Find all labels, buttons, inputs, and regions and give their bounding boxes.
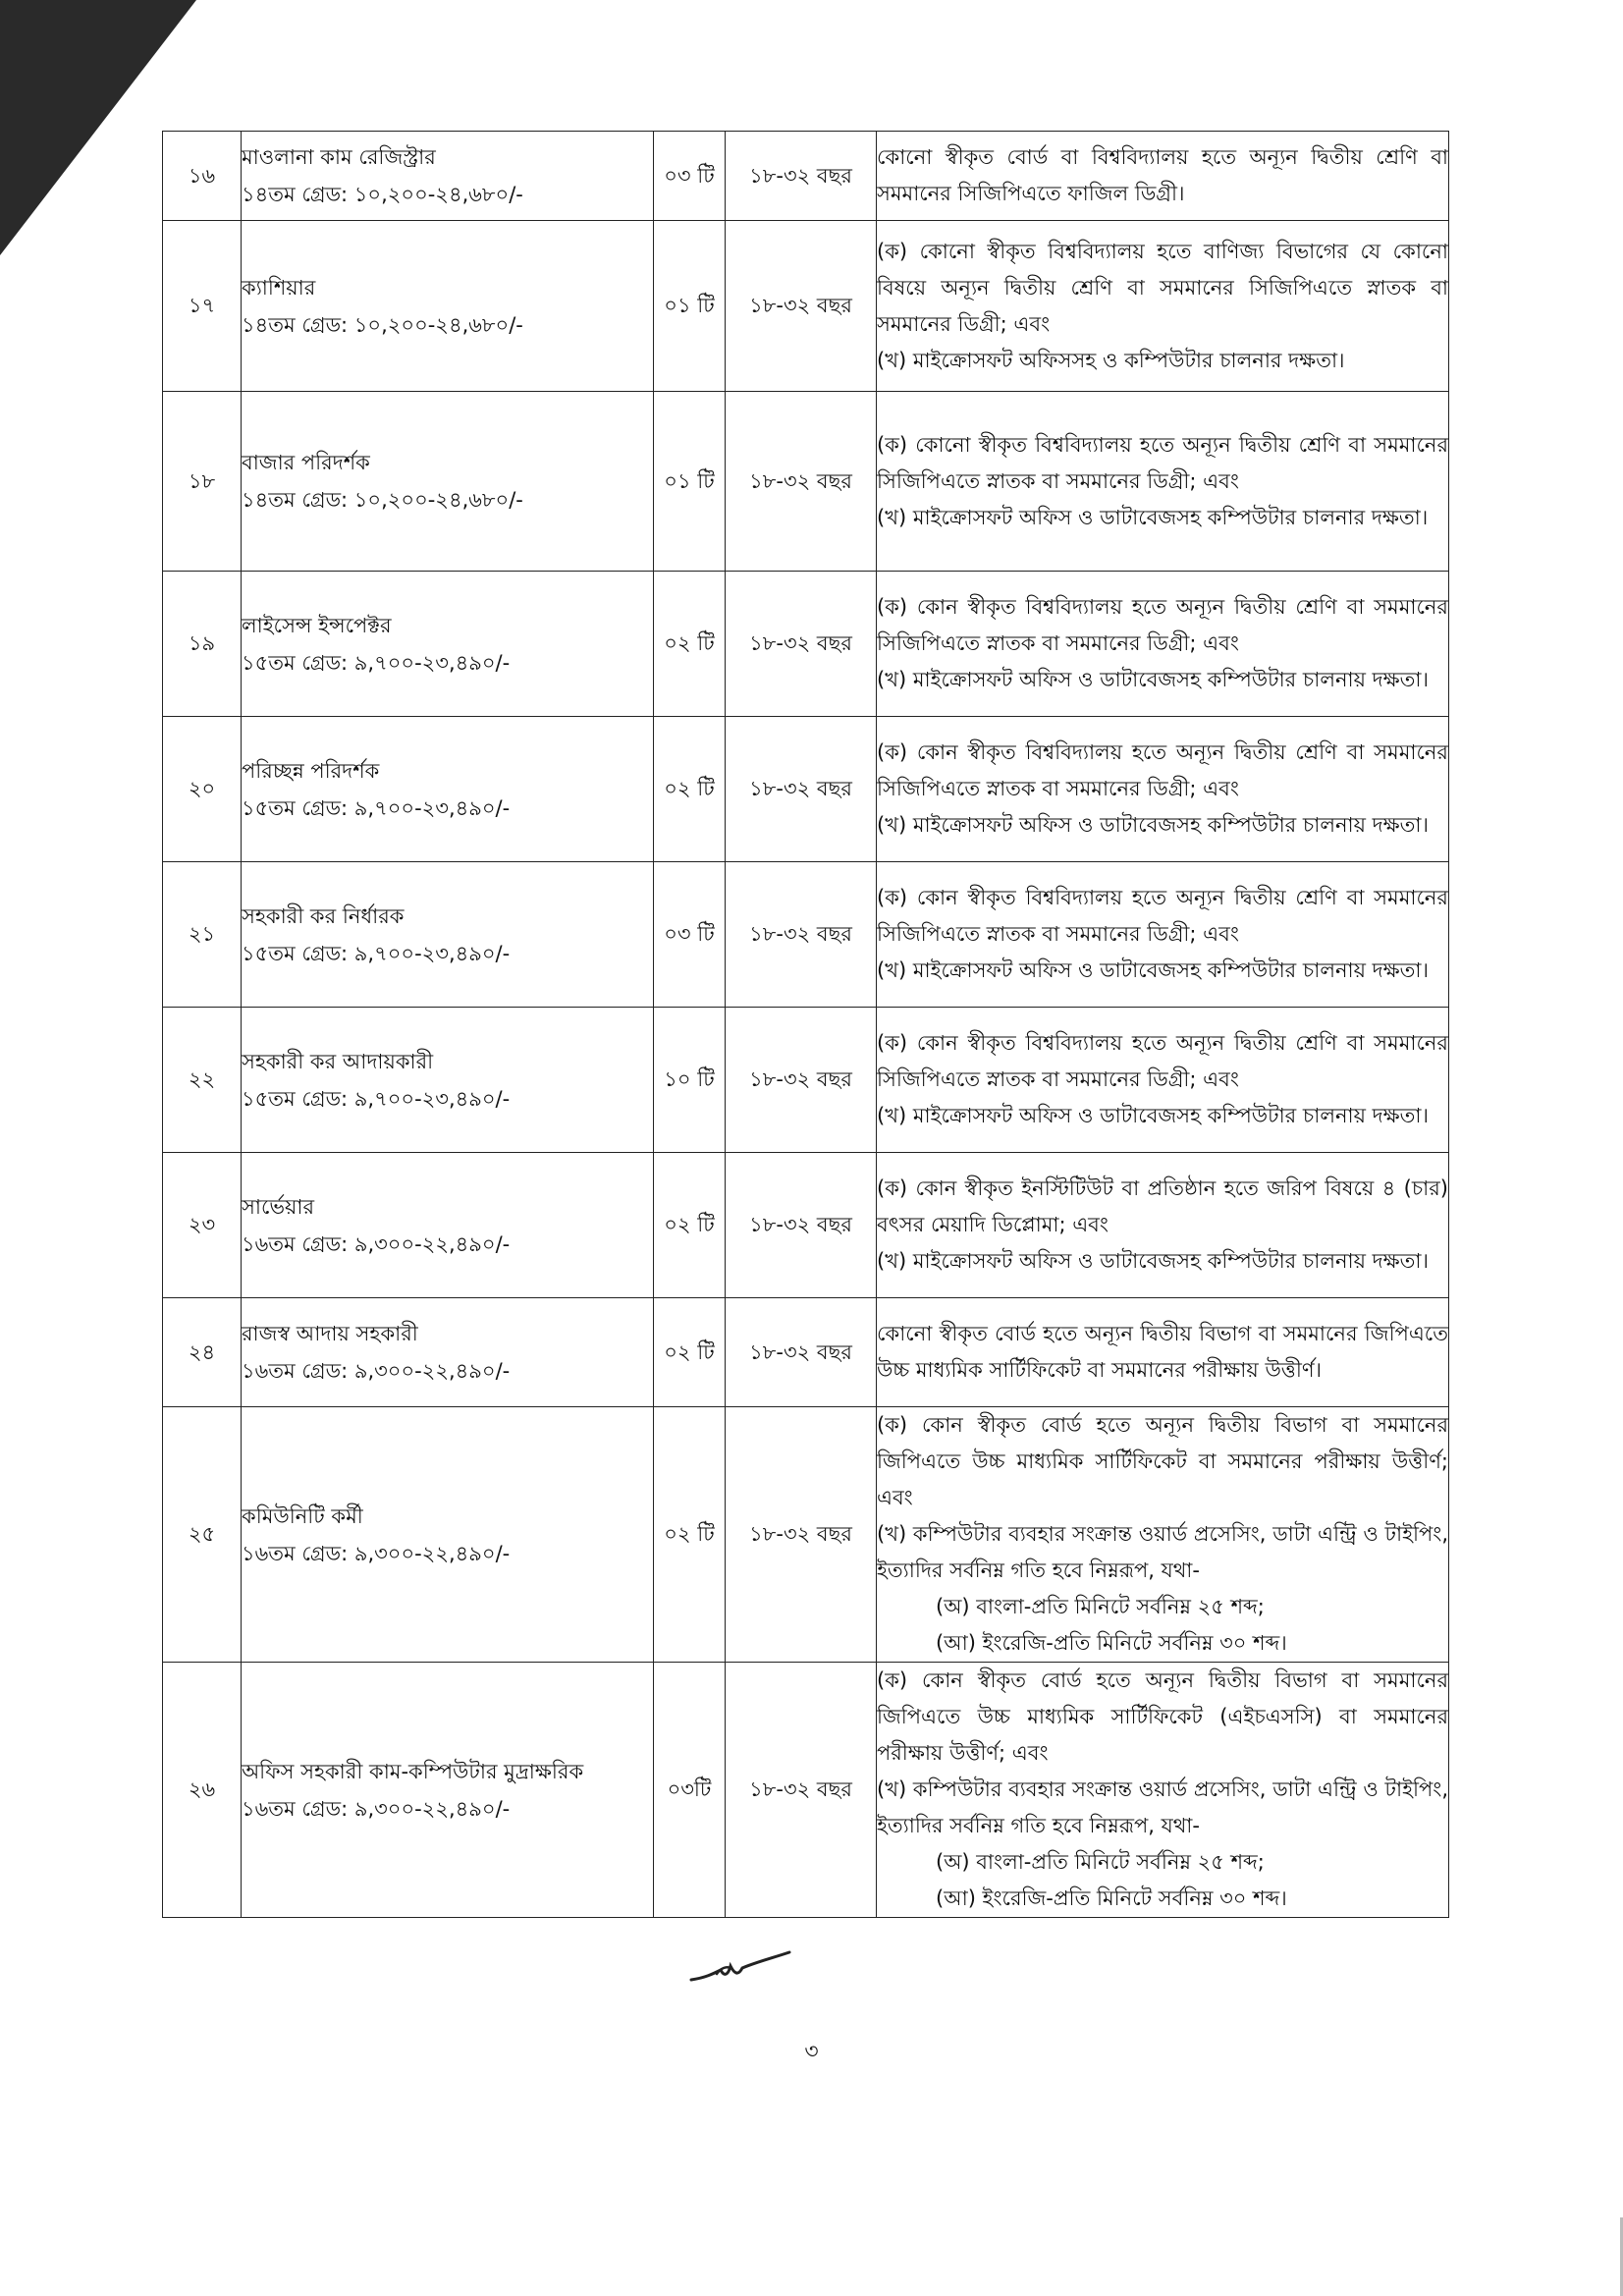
qualification-line: (খ) মাইক্রোসফট অফিস ও ডাটাবেজসহ কম্পিউটার চালনার দক্ষতা। [877,505,1429,529]
post-cell [242,862,654,1008]
signature-scribble [687,1944,795,1994]
qualification-cell [877,717,1449,862]
serial-cell: ২০ [163,717,242,862]
table-row [163,1153,1449,1298]
post-cell [242,1008,654,1153]
qualification-line: (ক) কোন স্বীকৃত বিশ্ববিদ্যালয় হতে অন্যূন দ্বিতীয় শ্রেণি বা সমমানের সিজিপিএতে স্নাতক বা সমমানের ডিগ্রী; এবং [877,886,1448,946]
qualification-cell [877,392,1449,572]
table-row [163,1407,1449,1663]
qualification-cell [877,1153,1449,1298]
vacancy-count: ০৩টি [654,1663,726,1918]
qualification-line: (খ) মাইক্রোসফট অফিস ও ডাটাবেজসহ কম্পিউটার চালনায় দক্ষতা। [877,958,1430,982]
serial-cell: ২২ [163,1008,242,1153]
post-cell [242,1298,654,1407]
table-row [163,221,1449,392]
qualification-cell [877,1407,1449,1663]
post-name: রাজস্ব আদায় সহকারী [242,1322,418,1345]
post-cell [242,1663,654,1918]
typing-speed-bangla: (অ) বাংলা-প্রতি মিনিটে সর্বনিম্ন ২৫ শব্দ; [936,1850,1265,1874]
vacancy-count: ০১ টি [654,392,726,572]
vacancy-count: ০১ টি [654,221,726,392]
qualification-cell [877,221,1449,392]
serial-cell: ২৬ [163,1663,242,1918]
age-limit: ১৮-৩২ বছর [726,221,877,392]
qualification-line: (ক) কোন স্বীকৃত বোর্ড হতে অন্যূন দ্বিতীয় বিভাগ বা সমমানের জিপিএতে উচ্চ মাধ্যমিক সার্টিফিকেট বা সমমানের পরীক্ষায় উত্তীর্ণ; এবং [877,1413,1448,1509]
page-number: ৩ [804,2040,819,2064]
age-limit: ১৮-৩২ বছর [726,1008,877,1153]
typing-speed-english: (আ) ইংরেজি-প্রতি মিনিটে সর্বনিম্ন ৩০ শব্দ। [936,1886,1287,1910]
post-grade: ১৫তম গ্রেড: ৯,৭০০-২৩,৪৯০/- [242,1086,511,1111]
age-limit: ১৮-৩২ বছর [726,1153,877,1298]
qualification-line: (ক) কোনো স্বীকৃত বিশ্ববিদ্যালয় হতে বাণিজ্য বিভাগের যে কোনো বিষয়ে অন্যূন দ্বিতীয় শ্রেণি বা সমমানের সিজিপিএতে স্নাতক বা সমমানের ডিগ্রী; এবং [877,239,1448,336]
table-row [163,392,1449,572]
post-grade: ১৬তম গ্রেড: ৯,৩০০-২২,৪৯০/- [242,1359,511,1383]
post-cell [242,392,654,572]
qualification-line: (ক) কোন স্বীকৃত বিশ্ববিদ্যালয় হতে অন্যূন দ্বিতীয় শ্রেণি বা সমমানের সিজিপিএতে স্নাতক বা সমমানের ডিগ্রী; এবং [877,595,1448,655]
serial-cell: ২১ [163,862,242,1008]
qualification-cell [877,1298,1449,1407]
post-name: ক্যাশিয়ার [242,275,316,300]
qualification-line: (খ) মাইক্রোসফট অফিস ও ডাটাবেজসহ কম্পিউটার চালনায় দক্ষতা। [877,1249,1430,1273]
qualification-line: (ক) কোন স্বীকৃত বিশ্ববিদ্যালয় হতে অন্যূন দ্বিতীয় শ্রেণি বা সমমানের সিজিপিএতে স্নাতক বা সমমানের ডিগ্রী; এবং [877,740,1448,800]
serial-cell: ২৩ [163,1153,242,1298]
age-limit: ১৮-৩২ বছর [726,392,877,572]
age-limit: ১৮-৩২ বছর [726,1663,877,1918]
typing-speed-bangla: (অ) বাংলা-প্রতি মিনিটে সর্বনিম্ন ২৫ শব্দ; [936,1595,1265,1618]
qualification-line: (খ) মাইক্রোসফট অফিসসহ ও কম্পিউটার চালনার দক্ষতা। [877,348,1345,372]
qualification-line: (ক) কোন স্বীকৃত বিশ্ববিদ্যালয় হতে অন্যূন দ্বিতীয় শ্রেণি বা সমমানের সিজিপিএতে স্নাতক বা সমমানের ডিগ্রী; এবং [877,1031,1448,1091]
qualification-cell [877,862,1449,1008]
post-grade: ১৬তম গ্রেড: ৯,৩০০-২২,৪৯০/- [242,1231,511,1256]
post-name: বাজার পরিদর্শক [242,451,370,474]
post-name: কমিউনিটি কর্মী [242,1503,363,1528]
table-row [163,1663,1449,1918]
qualification-line: (ক) কোনো স্বীকৃত বিশ্ববিদ্যালয় হতে অন্যূন দ্বিতীয় শ্রেণি বা সমমানের সিজিপিএতে স্নাতক বা সমমানের ডিগ্রী; এবং [877,432,1448,493]
post-grade: ১৪তম গ্রেড: ১০,২০০-২৪,৬৮০/- [242,488,523,512]
serial-cell: ২৫ [163,1407,242,1663]
serial-cell: ১৯ [163,572,242,717]
post-name: লাইসেন্স ইন্সপেক্টর [242,613,392,637]
qualification-cell [877,572,1449,717]
qualification-line: (ক) কোন স্বীকৃত বোর্ড হতে অন্যূন দ্বিতীয় বিভাগ বা সমমানের জিপিএতে উচ্চ মাধ্যমিক সার্টিফিকেট (এইচএসসি) বা সমমানের পরীক্ষায় উত্তীর্ণ; এবং [877,1668,1448,1765]
qualification-line: (খ) মাইক্রোসফট অফিস ও ডাটাবেজসহ কম্পিউটার চালনায় দক্ষতা। [877,813,1430,837]
age-limit: ১৮-৩২ বছর [726,862,877,1008]
post-grade: ১৪তম গ্রেড: ১০,২০০-২৪,৬৮০/- [242,312,523,337]
post-cell [242,132,654,221]
typing-speed-english: (আ) ইংরেজি-প্রতি মিনিটে সর্বনিম্ন ৩০ শব্দ। [936,1631,1287,1655]
post-grade: ১৫তম গ্রেড: ৯,৭০০-২৩,৪৯০/- [242,941,511,965]
qualification-line: কোনো স্বীকৃত বোর্ড বা বিশ্ববিদ্যালয় হতে অন্যূন দ্বিতীয় শ্রেণি বা সমমানের সিজিপিএতে ফাজিল ডিগ্রী। [877,145,1448,205]
age-limit: ১৮-৩২ বছর [726,1407,877,1663]
qualification-cell [877,1008,1449,1153]
serial-cell: ১৬ [163,132,242,221]
age-limit: ১৮-৩২ বছর [726,132,877,221]
qualification-line: (খ) কম্পিউটার ব্যবহার সংক্রান্ত ওয়ার্ড প্রসেসিং, ডাটা এন্ট্রি ও টাইপিং, ইত্যাদির সর্বনিম্ন গতি হবে নিম্নরূপ, যথা- [877,1522,1448,1582]
qualification-line: (খ) মাইক্রোসফট অফিস ও ডাটাবেজসহ কম্পিউটার চালনায় দক্ষতা। [877,1104,1430,1127]
post-grade: ১৫তম গ্রেড: ৯,৭০০-২৩,৪৯০/- [242,650,511,675]
post-cell [242,221,654,392]
vacancy-count: ০৩ টি [654,862,726,1008]
age-limit: ১৮-৩২ বছর [726,1298,877,1407]
age-limit: ১৮-৩২ বছর [726,572,877,717]
post-name: সহকারী কর আদায়কারী [242,1049,434,1073]
post-grade: ১৫তম গ্রেড: ৯,৭০০-২৩,৪৯০/- [242,795,511,820]
qualification-line: (খ) মাইক্রোসফট অফিস ও ডাটাবেজসহ কম্পিউটার চালনায় দক্ষতা। [877,668,1430,691]
vacancy-count: ০২ টি [654,717,726,862]
post-grade: ১৬তম গ্রেড: ৯,৩০০-২২,৪৯০/- [242,1541,511,1565]
post-cell [242,572,654,717]
post-cell [242,717,654,862]
age-limit: ১৮-৩২ বছর [726,717,877,862]
qualification-cell [877,1663,1449,1918]
post-cell [242,1153,654,1298]
vacancy-count: ০২ টি [654,1153,726,1298]
vacancy-count: ০২ টি [654,1298,726,1407]
post-cell [242,1407,654,1663]
qualification-line: কোনো স্বীকৃত বোর্ড হতে অন্যূন দ্বিতীয় বিভাগ বা সমমানের জিপিএতে উচ্চ মাধ্যমিক সার্টিফিকেট বা সমমানের পরীক্ষায় উত্তীর্ণ। [877,1322,1448,1382]
table-row [163,132,1449,221]
table-row [163,572,1449,717]
serial-cell: ১৭ [163,221,242,392]
serial-cell: ২৪ [163,1298,242,1407]
table-row [163,1298,1449,1407]
post-grade: ১৬তম গ্রেড: ৯,৩০০-২২,৪৯০/- [242,1796,511,1821]
serial-cell: ১৮ [163,392,242,572]
job-posts-table [162,131,1449,1918]
vacancy-count: ০৩ টি [654,132,726,221]
vacancy-count: ১০ টি [654,1008,726,1153]
qualification-line: (ক) কোন স্বীকৃত ইনস্টিটিউট বা প্রতিষ্ঠান হতে জরিপ বিষয়ে ৪ (চার) বৎসর মেয়াদি ডিপ্লোমা; এবং [877,1176,1448,1236]
post-grade: ১৪তম গ্রেড: ১০,২০০-২৪,৬৮০/- [242,183,523,206]
table-row [163,1008,1449,1153]
post-name: সার্ভেয়ার [242,1194,315,1219]
vacancy-count: ০২ টি [654,572,726,717]
vacancy-count: ০২ টি [654,1407,726,1663]
post-name: মাওলানা কাম রেজিস্ট্রার [242,145,436,169]
table-row [163,862,1449,1008]
post-name: সহকারী কর নির্ধারক [242,903,405,928]
qualification-line: (খ) কম্পিউটার ব্যবহার সংক্রান্ত ওয়ার্ড প্রসেসিং, ডাটা এন্ট্রি ও টাইপিং, ইত্যাদির সর্বনিম্ন গতি হবে নিম্নরূপ, যথা- [877,1777,1448,1837]
qualification-cell [877,132,1449,221]
table-row [163,717,1449,862]
post-name: অফিস সহকারী কাম-কম্পিউটার মুদ্রাক্ষরিক [242,1759,584,1783]
post-name: পরিচ্ছন্ন পরিদর্শক [242,758,380,783]
